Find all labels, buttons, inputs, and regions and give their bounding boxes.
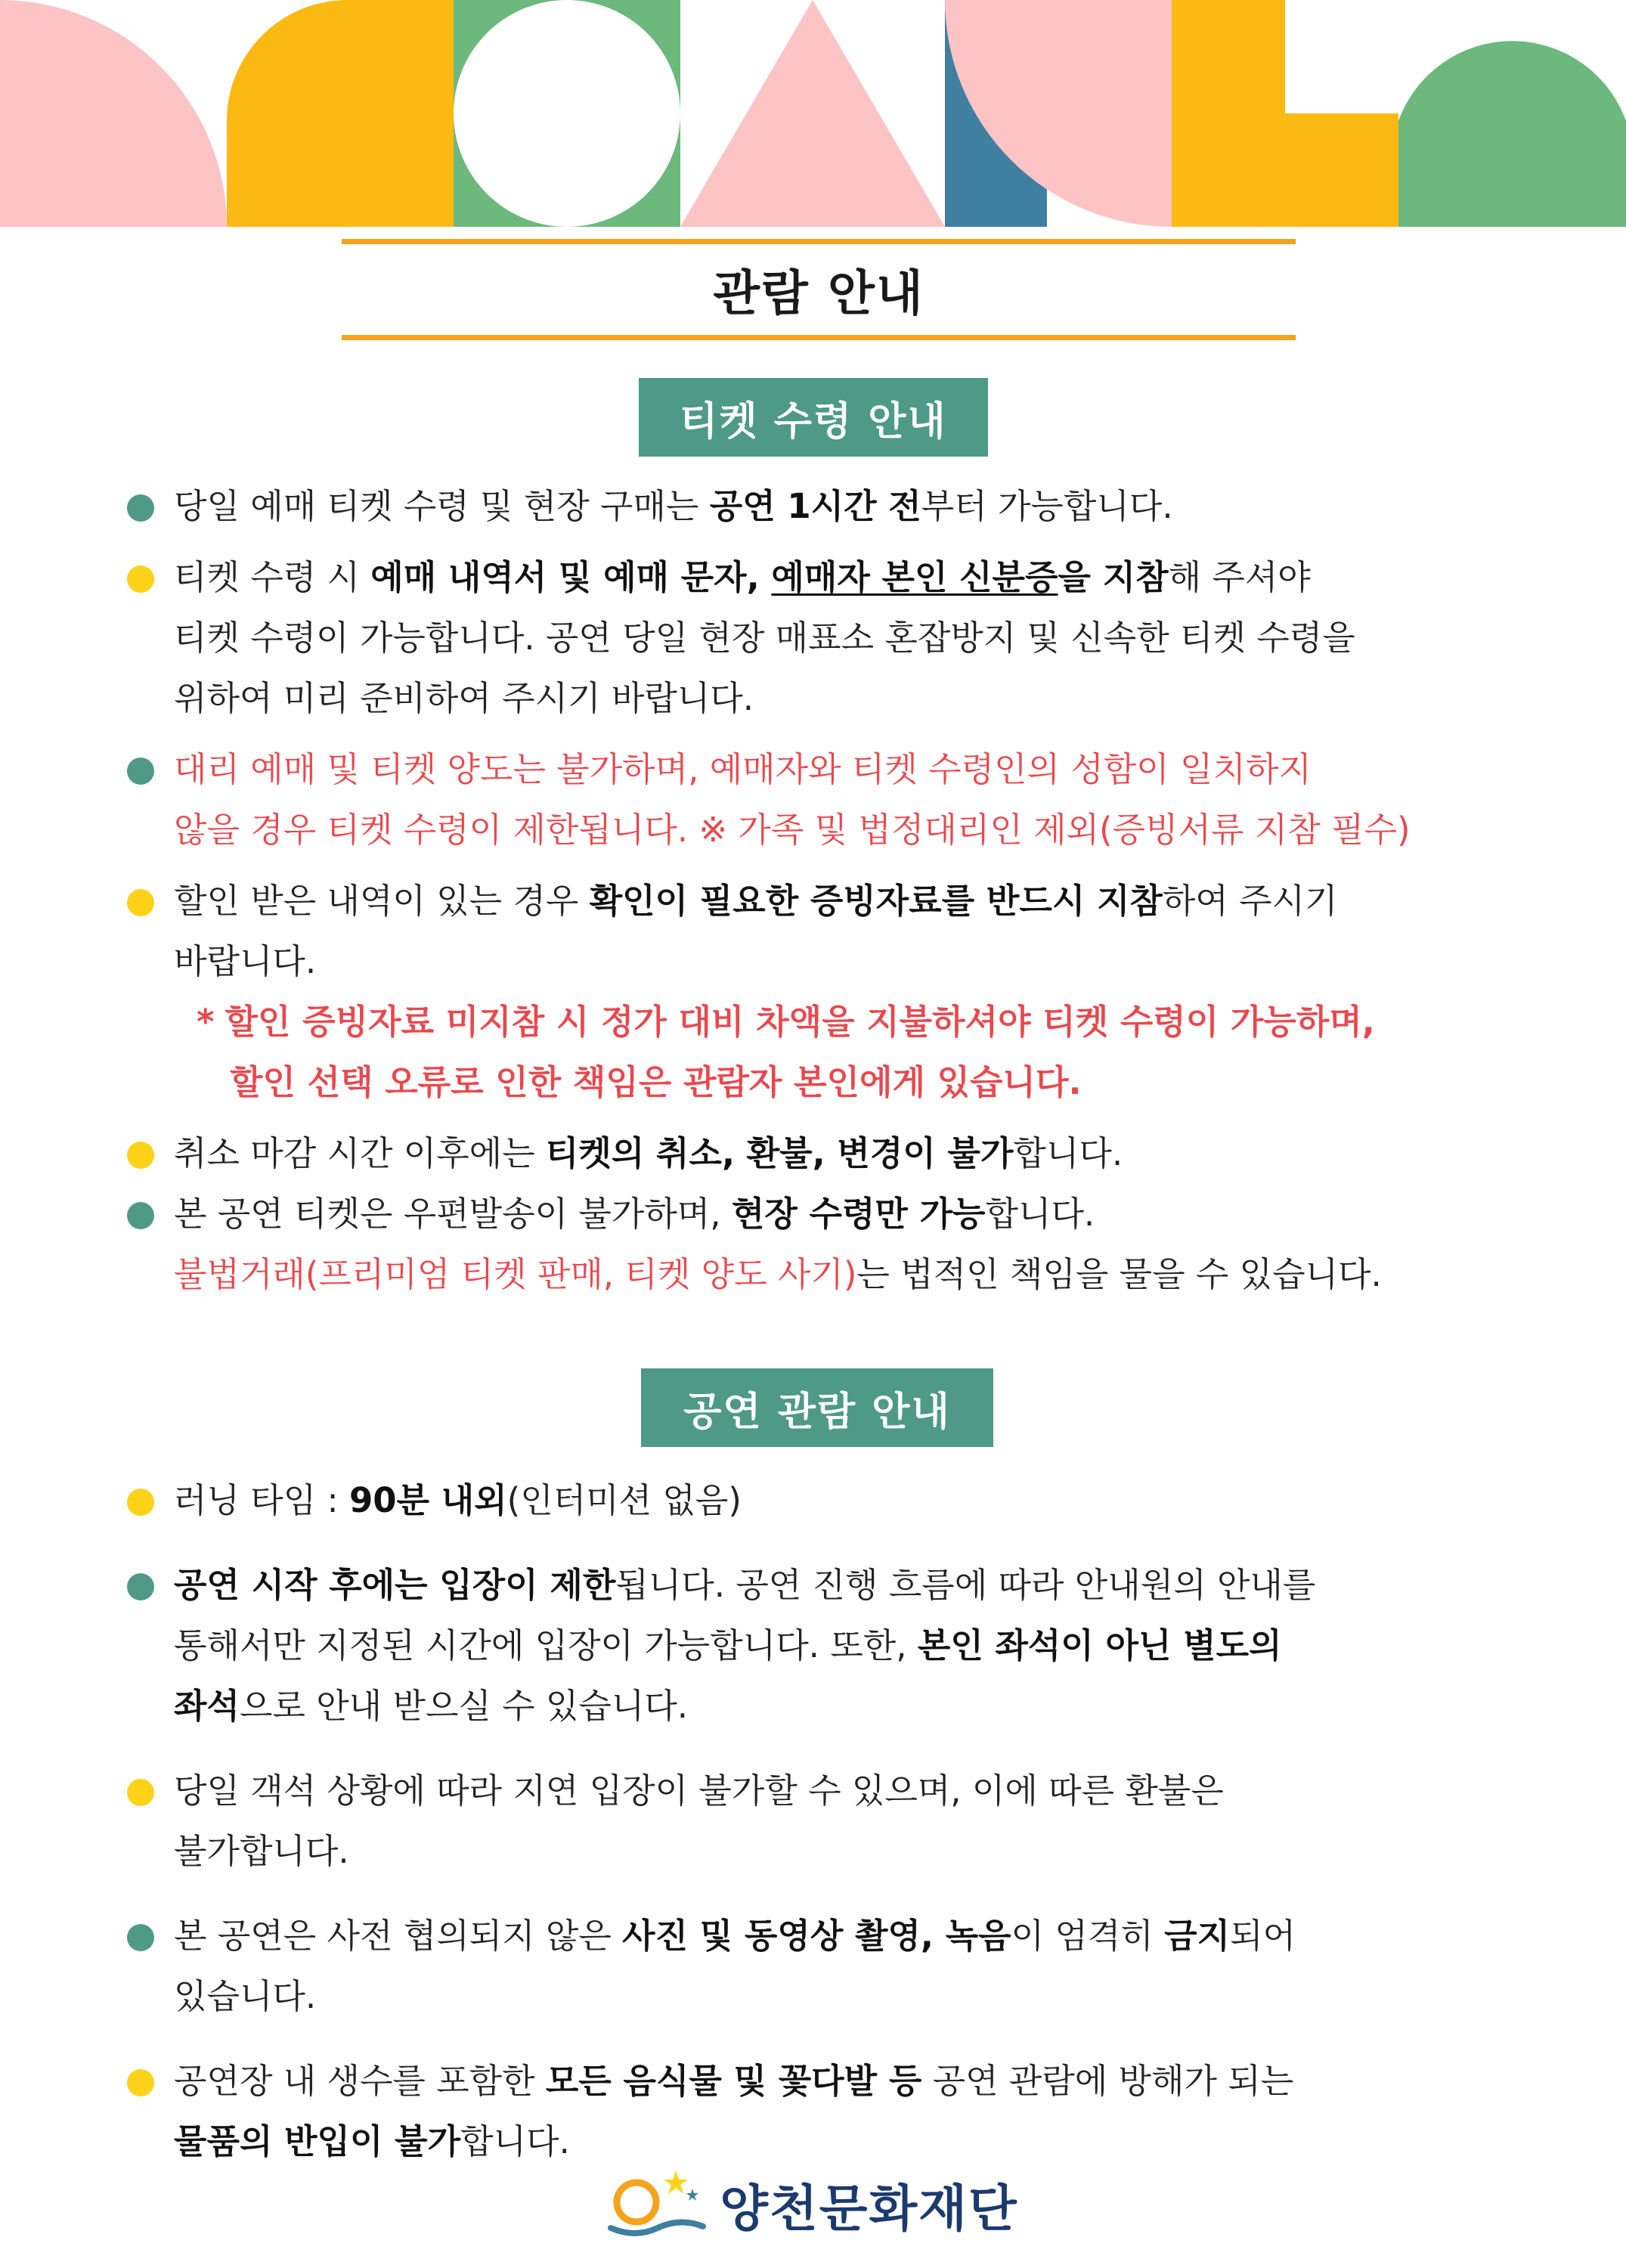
item-bold: 예매 내역서 및 예매 문자, xyxy=(370,557,772,597)
item-bold: 사진 및 동영상 촬영, 녹음 xyxy=(622,1916,1011,1956)
item-warning-text: 대리 예매 및 티켓 양도는 불가하며, 예매자와 티켓 수령인의 성함이 일치하지 xyxy=(174,749,1312,789)
item-bold: 공연 시작 후에는 입장이 제한 xyxy=(174,1565,616,1605)
item-text: 되어 xyxy=(1230,1916,1296,1956)
item-bold: 본인 좌석이 아닌 별도의 xyxy=(917,1625,1282,1665)
item-text: 통해서만 지정된 시간에 입장이 가능합니다. 또한, xyxy=(174,1625,918,1665)
bullet-dot-icon xyxy=(127,1142,154,1169)
decorative-banner xyxy=(0,0,1626,227)
item-text: (인터미션 없음) xyxy=(506,1480,742,1520)
bullet-dot-icon xyxy=(127,758,154,785)
item-text: 티켓 수령 시 xyxy=(174,557,371,597)
foundation-name: 양천문화재단 xyxy=(720,2179,1018,2238)
list-item xyxy=(121,1470,1572,1531)
list-item xyxy=(121,1184,1572,1305)
item-bold: 물품의 반입이 불가 xyxy=(174,2121,461,2161)
item-text: 러닝 타임 : xyxy=(174,1480,349,1520)
item-text: 해 주셔야 xyxy=(1168,557,1311,597)
page-title: 관람 안내 xyxy=(713,266,924,322)
item-text: 부터 가능합니다. xyxy=(921,486,1173,526)
list-item xyxy=(121,476,1572,537)
list-item xyxy=(121,739,1572,860)
item-text: 할인 받은 내역이 있는 경우 xyxy=(174,881,590,921)
list-item xyxy=(121,871,1572,1113)
pink-triangle xyxy=(680,0,945,227)
list-item xyxy=(121,1906,1572,2027)
bullet-dot-icon xyxy=(127,1202,154,1229)
item-text: 공연 관람에 방해가 되는 xyxy=(921,2061,1294,2101)
section-label-performance: 공연 관람 안내 xyxy=(641,1368,993,1447)
bullet-dot-icon xyxy=(127,889,154,916)
pink-quarter-circle xyxy=(0,0,227,227)
geometric-shapes xyxy=(0,0,1626,227)
item-bold: 90분 내외 xyxy=(348,1480,507,1520)
list-item xyxy=(121,547,1572,729)
item-text: 는 법적인 책임을 물을 수 있습니다. xyxy=(856,1254,1382,1294)
item-bold: 좌석 xyxy=(174,1686,240,1726)
bullet-dot-icon xyxy=(127,1489,154,1516)
item-text: 합니다. xyxy=(1013,1133,1123,1173)
list-item xyxy=(121,1555,1572,1737)
asterisk-mark: * xyxy=(197,1002,215,1042)
performance-guide-list xyxy=(121,1470,1572,2196)
bullet-dot-icon xyxy=(127,565,154,593)
item-bold: 공연 1시간 전 xyxy=(709,486,921,526)
item-text: 본 공연은 사전 협의되지 않은 xyxy=(174,1916,623,1956)
list-item xyxy=(121,1123,1572,1184)
item-text: 불가합니다. xyxy=(174,1831,349,1871)
item-text: 바랍니다. xyxy=(174,941,317,981)
section-label-ticket: 티켓 수령 안내 xyxy=(639,378,988,457)
item-text: 티켓 수령이 가능합니다. 공연 당일 현장 매표소 혼잡방지 및 신속한 티켓 수령을 xyxy=(174,618,1355,658)
green-arch xyxy=(1398,41,1626,227)
list-item xyxy=(121,1761,1572,1882)
note-text: 할인 선택 오류로 인한 책임은 관람자 본인에게 있습니다. xyxy=(230,1062,1082,1102)
item-text: 위하여 미리 준비하여 주시기 바랍니다. xyxy=(174,678,754,718)
item-text: 이 엄격히 xyxy=(1011,1916,1165,1956)
sun-wave-logo-icon xyxy=(608,2166,706,2242)
discount-note xyxy=(174,992,1572,1113)
item-bold: 확인이 필요한 증빙자료를 반드시 지참 xyxy=(589,881,1163,921)
ticket-guide-list xyxy=(121,476,1572,1305)
item-bold: 금지 xyxy=(1164,1916,1231,1956)
main-title-frame xyxy=(342,239,1296,340)
bullet-dot-icon xyxy=(127,1779,154,1806)
item-bold: 을 지참 xyxy=(1058,557,1169,597)
item-text: 공연장 내 생수를 포함한 xyxy=(174,2061,546,2101)
item-bold: 모든 음식물 및 꽃다발 등 xyxy=(545,2061,922,2101)
item-bold-underline: 예매자 본인 신분증 xyxy=(771,557,1058,597)
item-text: 합니다. xyxy=(460,2121,570,2161)
item-bold: 현장 수령만 가능 xyxy=(731,1194,986,1234)
bullet-dot-icon xyxy=(127,494,154,522)
item-text: 있습니다. xyxy=(174,1976,317,2016)
item-warning-text: 않을 경우 티켓 수령이 제한됩니다. ※ 가족 및 법정대리인 제외(증빙서류 지참 필수) xyxy=(174,810,1411,850)
item-text: 으로 안내 받으실 수 있습니다. xyxy=(239,1686,689,1726)
item-text: 하여 주시기 xyxy=(1162,881,1338,921)
item-bold: 티켓의 취소, 환불, 변경이 불가 xyxy=(545,1133,1014,1173)
item-text: 됩니다. 공연 진행 흐름에 따라 안내원의 안내를 xyxy=(615,1565,1316,1605)
list-item xyxy=(121,2051,1572,2172)
note-text: 할인 증빙자료 미지참 시 정가 대비 차액을 지불하셔야 티켓 수령이 가능하며, xyxy=(225,1002,1375,1042)
bullet-dot-icon xyxy=(127,2069,154,2096)
footer-logo xyxy=(0,2162,1626,2245)
bullet-dot-icon xyxy=(127,1924,154,1951)
item-text: 당일 객석 상황에 따라 지연 입장이 불가할 수 있으며, 이에 따른 환불은 xyxy=(174,1771,1224,1811)
bullet-dot-icon xyxy=(127,1573,154,1600)
item-text: 당일 예매 티켓 수령 및 현장 구매는 xyxy=(174,486,710,526)
item-warning-text: 불법거래(프리미엄 티켓 판매, 티켓 양도 사기) xyxy=(174,1254,857,1294)
item-text: 취소 마감 시간 이후에는 xyxy=(174,1133,546,1173)
item-text: 본 공연 티켓은 우편발송이 불가하며, xyxy=(174,1194,732,1234)
white-circle xyxy=(454,0,680,227)
item-text: 합니다. xyxy=(985,1194,1095,1234)
